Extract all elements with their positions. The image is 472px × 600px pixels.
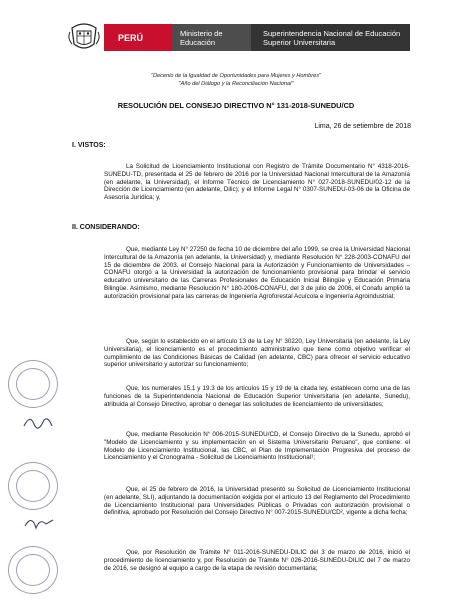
paragraph [104, 246, 410, 301]
paragraph [104, 549, 410, 572]
agency-label-line1: Superintendencia Nacional de Educación [263, 28, 401, 38]
document-date: Lima, 26 de setiembre de 2018 [314, 123, 411, 130]
ministry-label: Ministerio de Educación [172, 24, 251, 51]
paragraph [104, 338, 410, 369]
section-heading-considerando: II. CONSIDERANDO: [72, 224, 140, 231]
agency-label [251, 24, 410, 51]
section-heading-vistos: I. VISTOS: [72, 142, 106, 149]
paragraph [104, 163, 410, 202]
margin-seal-stamp [8, 360, 58, 408]
margin-seal-stamp [8, 546, 58, 594]
resolution-title: RESOLUCIÓN DEL CONSEJO DIRECTIVO N° 131-2018-SUNEDU/CD [117, 101, 355, 110]
paragraph-text: Que, los numerales 15.1 y 19.3 de los artículos 15 y 19 de la citada ley, establecen como una de las funciones de la Superintendencia Nacional de Educación Superior Universitaria (en adelante, Sunedu), atribuida al Consejo Directivo, aprobar o denegar las solicitudes de licenciamiento de universidades; [104, 385, 410, 408]
paragraph-text: Que, según lo establecido en el artículo 13 de la Ley N° 30220, Ley Universitaria (en adelante, la Ley Universitaria), el licenciamiento es el procedimiento administrativo que tiene como objetivo verificar el cumplimiento de las Condiciones Básicas de Calidad (en adelante, CBC) para ofrecer el servicio educativo superior universitario y autorizar su funcionamiento; [104, 338, 410, 369]
paragraph [104, 431, 410, 462]
paragraph [104, 486, 410, 517]
official-mottos [0, 72, 472, 88]
country-label: PERÚ [104, 24, 172, 51]
paragraph [104, 385, 410, 408]
initials-signature-icon [22, 514, 56, 534]
paragraph-text: Que, por Resolución de Trámite N° 011-2016-SUNEDU-DILIC del 3 de marzo de 2016, inició el procedimiento de licenciamiento y, por Resolución de Trámite N° 026-2016-SUNEDU-DILIC del 7 de marzo de 2016, se designó al equipo a cargo de la etapa de revisión documentaria; [104, 549, 410, 572]
initials-signature-icon [22, 412, 56, 432]
paragraph-text: La Solicitud de Licenciamiento Institucional con Registro de Trámite Documentario N° 4318-2016-SUNEDU-TD, presentada el 25 de febrero de 2016 por la Universidad Nacional Intercultural de la Amazonía (en adelante, la Universidad), el Informe Técnico de Licenciamiento N° 027-2018-SUNEDU/02-12 de la Dirección de Licenciamiento (en adelante, Dilic); y el Informe Legal N° 0307-SUNEDU-03-06 de la Oficina de Asesoría Jurídica; y, [104, 163, 410, 202]
motto-line-2: "Año del Diálogo y la Reconciliación Nacional" [178, 81, 294, 87]
paragraph-text: Que, mediante Ley N° 27250 de fecha 10 de diciembre del año 1999, se crea la Universidad Nacional Intercultural de la Amazonía (en adelante, la Universidad) y, mediante Resolución N° 228-2003-CONAFU del 15 de diciembre de 2003, el Consejo Nacional para la Autorización y Funcionamiento de Universidades – CONAFU otorgó a la Universidad la autorización de funcionamiento provisional para brindar el servicio educativo universitario de las Carreras Profesionales de Educación Inicial Bilingüe y Educación Primaria Bilingüe. Asimismo, mediante Resolución N° 180-2006-CONAFU, del 3 de julio de 2006, el Conafu amplió la autorización provisional para las carreras de Ingeniería Agroforestal Acuícola e Ingeniería Agroindustrial; [104, 246, 410, 300]
paragraph-text: Que, mediante Resolución N° 006-2015-SUNEDU/CD, el Consejo Directivo de la Sunedu, aprobó el "Modelo de Licenciamiento y su implementación en el Sistema Universitario Peruano", que contiene: el Modelo de Licenciamiento Institucional, las CBC, el Plan de Implementación Progresiva del proceso de Licenciamiento y el Cronograma - Solicitud de Licenciamiento Institucional¹; [104, 431, 410, 462]
paragraph-text: Que, el 25 de febrero de 2016, la Universidad presentó su Solicitud de Licenciamiento Institucional (en adelante, SLI), adjuntando la documentación exigida por el artículo 13 del Reglamento del Procedimiento de Licenciamiento Institucional para Universidades Públicas o Privadas con autorización provisional o definitiva, aprobado por Resolución del Consejo Directivo N° 007-2015-SUNEDU/CD², vigente a dicha fecha; [104, 486, 410, 517]
agency-label-line2: Superior Universitaria [263, 37, 336, 47]
motto-line-1: "Decenio de la Igualdad de Oportunidades para Mujeres y Hombres" [150, 73, 322, 79]
letterhead [68, 24, 410, 51]
margin-seal-stamp [8, 462, 58, 510]
